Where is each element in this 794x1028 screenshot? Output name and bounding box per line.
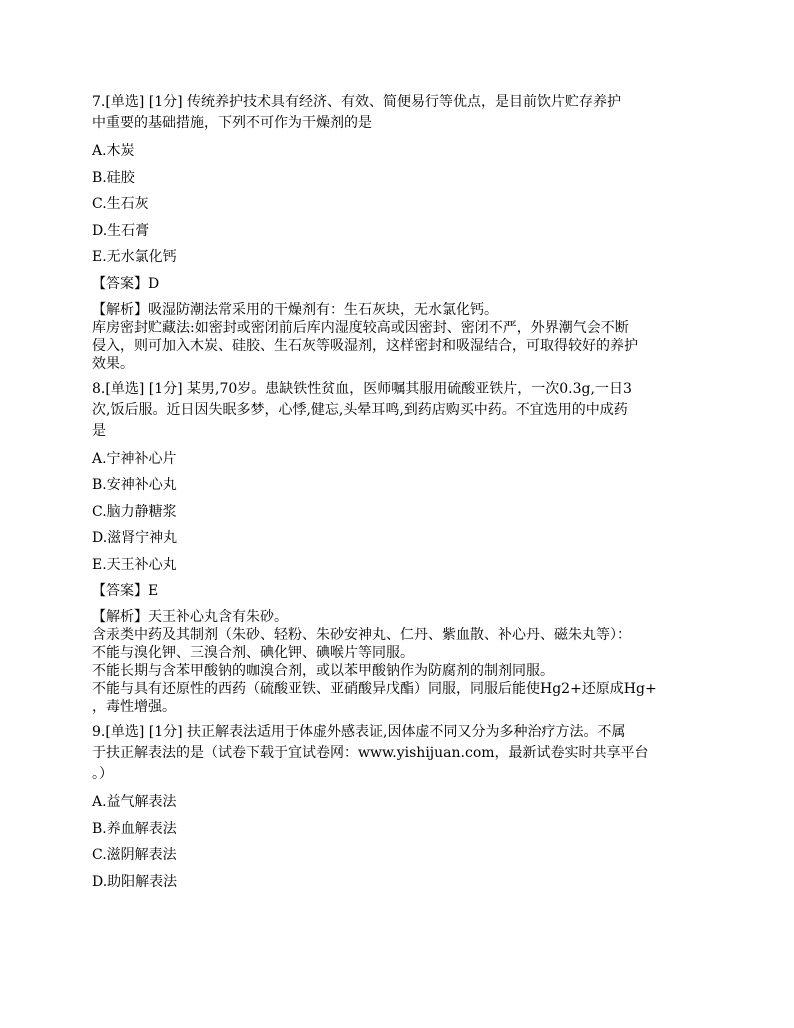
- explanation: [92, 301, 712, 373]
- stem-line: 。）: [92, 766, 113, 782]
- explanation-line: ，毒性增强。: [92, 699, 176, 715]
- option-a: A.宁神补心片: [92, 450, 177, 467]
- explanation-line: 【解析】吸湿防潮法常采用的干燥剂有：生石灰块，无水氯化钙。: [92, 301, 498, 318]
- answer: 【答案】D: [92, 275, 160, 292]
- question-7: [92, 92, 712, 373]
- option-c: C.滋阴解表法: [92, 847, 177, 863]
- option-b: B.硅胶: [92, 169, 135, 186]
- question-8: [92, 379, 712, 717]
- explanation-line: 【解析】天王补心丸含有朱砂。: [92, 609, 288, 625]
- explanation-line: 效果。: [92, 355, 134, 372]
- stem-line: 是: [92, 422, 106, 439]
- option-b: B.安神补心丸: [92, 477, 177, 493]
- option-d: D.生石膏: [92, 222, 150, 239]
- stem-line: 7.[单选] [1分] 传统养护技术具有经济、有效、简便易行等优点，是目前饮片贮存养护: [92, 94, 622, 110]
- question-stem: [92, 92, 712, 134]
- option-c: C.生石灰: [92, 196, 149, 212]
- explanation-line: 库房密封贮藏法:如密封或密闭前后库内湿度较高或因密封、密闭不严，外界潮气会不断: [92, 319, 629, 336]
- explanation-line: 侵入，则可加入木炭、硅胶、生石灰等吸湿剂，这样密封和吸湿结合，可取得较好的养护: [92, 337, 638, 354]
- option-a: A.木炭: [92, 143, 135, 159]
- option-e: E.天王补心丸: [92, 556, 177, 573]
- explanation: [92, 608, 712, 716]
- explanation-line: 不能与溴化钾、三溴合剂、碘化钾、碘喉片等同服。: [92, 645, 414, 661]
- option-d: D.助阳解表法: [92, 873, 178, 890]
- option-c: C.脑力静糖浆: [92, 503, 177, 520]
- stem-line: 于扶正解表法的是（试卷下载于宜试卷网：www.yishijuan.com，最新试卷实时共享平台: [92, 745, 649, 761]
- option-d: D.滋肾宁神丸: [92, 530, 178, 546]
- question-stem: [92, 379, 712, 442]
- option-a: A.益气解表法: [92, 794, 177, 810]
- question-stem: [92, 722, 712, 785]
- explanation-line: 含汞类中药及其制剂（朱砂、轻粉、朱砂安神丸、仁丹、紫血散、补心丹、磁朱丸等）：: [92, 627, 631, 643]
- answer: 【答案】E: [92, 583, 159, 599]
- option-e: E.无水氯化钙: [92, 249, 177, 265]
- document-page: [92, 92, 712, 899]
- stem-line: 次,饭后服。近日因失眠多梦，心悸,健忘,头晕耳鸣,到药店购买中药。不宜选用的中成药: [92, 401, 628, 418]
- stem-line: 9.[单选] [1分] 扶正解表法适用于体虚外感表证,因体虚不同又分为多种治疗方法。不属: [92, 724, 626, 740]
- option-b: B.养血解表法: [92, 820, 177, 837]
- explanation-line: 不能长期与含苯甲酸钠的咖溴合剂，或以苯甲酸钠作为防腐剂的制剂同服。: [92, 663, 554, 679]
- question-9: [92, 722, 712, 891]
- explanation-line: 不能与具有还原性的西药（硫酸亚铁、亚硝酸异戊酯）同服，同服后能使Hg2+还原成Hg+: [92, 681, 657, 697]
- stem-line: 中重要的基础措施，下列不可作为干燥剂的是: [92, 115, 372, 131]
- stem-line: 8.[单选] [1分] 某男,70岁。患缺铁性贫血，医师嘱其服用硫酸亚铁片，一次0.3g,一日3: [92, 380, 632, 397]
